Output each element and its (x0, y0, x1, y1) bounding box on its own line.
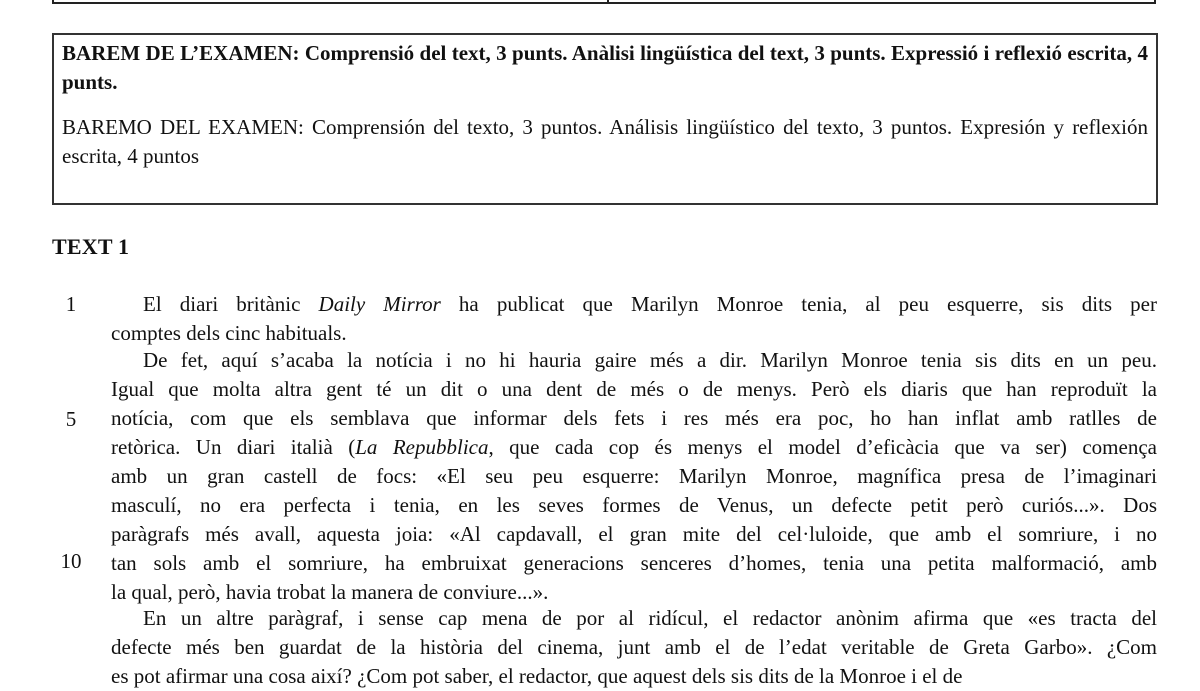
text-line: notícia, com que els semblava que informar dels fets i res més era poc, ho han inflat amb ratlles de (111, 406, 1157, 430)
text-line: Igual que molta altra gent té un dit o una dent de més o de menys. Però els diaris que han reproduït la (111, 377, 1157, 401)
text-line: comptes dels cinc habituals. (111, 321, 347, 345)
text-line: El diari britànic Daily Mirror ha publicat que Marilyn Monroe tenia, al peu esquerre, sis dits per (143, 292, 1157, 316)
italic-title: La Repubblica (355, 435, 489, 459)
table-column-divider (607, 0, 609, 2)
text-line: retòrica. Un diari italià (La Repubblica, que cada cop és menys el model d’eficàcia que va ser) comença (111, 435, 1157, 459)
text-line: la qual, però, havia trobat la manera de conviure...». (111, 580, 549, 604)
barem-catalan: BAREM DE L’EXAMEN: Comprensió del text, 3 punts. Anàlisi lingüística del text, 3 punts. Expressió i reflexió escrita, 4 punts. (62, 41, 1148, 94)
line-number: 1 (65, 292, 77, 316)
top-table-fragment (52, 0, 1156, 4)
text-title: TEXT 1 (52, 234, 130, 259)
barem-spanish: BAREMO DEL EXAMEN: Comprensión del texto, 3 puntos. Análisis lingüístico del texto, 3 puntos. Expresión y reflexión escrita, 4 puntos (62, 115, 1148, 168)
text-line: es pot afirmar una cosa així? ¿Com pot saber, el redactor, que aquest dels sis dits de la Monroe i el de (111, 664, 963, 688)
line-number: 10 (60, 549, 82, 573)
text-line: masculí, no era perfecta i tenia, en les seves formes de Venus, un defecte petit però curiós...». Dos (111, 493, 1157, 517)
line-number: 5 (65, 407, 77, 431)
paragraph-2 (111, 346, 1157, 607)
paragraph-1 (111, 290, 1157, 348)
text-line: tan sols amb el somriure, ha embruixat generacions senceres d’homes, tenia una petita malformació, amb (111, 551, 1157, 575)
text-line: amb un gran castell de focs: «El seu peu esquerre: Marilyn Monroe, magnífica presa de l’imaginari (111, 464, 1157, 488)
text-line: De fet, aquí s’acaba la notícia i no hi hauria gaire més a dir. Marilyn Monroe tenia sis dits en un peu. (143, 348, 1157, 372)
paragraph-3 (111, 604, 1157, 691)
text-line: paràgrafs més avall, aquesta joia: «Al capdavall, el gran mite del cel·luloide, que amb el somriure, i no (111, 522, 1157, 546)
italic-title: Daily Mirror (318, 292, 441, 316)
text-line: defecte més ben guardat de la història del cinema, junt amb el de l’edat veritable de Greta Garbo». ¿Com (111, 635, 1157, 659)
text-line: En un altre paràgraf, i sense cap mena de por al ridícul, el redactor anònim afirma que «es tracta del (143, 606, 1157, 630)
barem-box (52, 33, 1158, 205)
